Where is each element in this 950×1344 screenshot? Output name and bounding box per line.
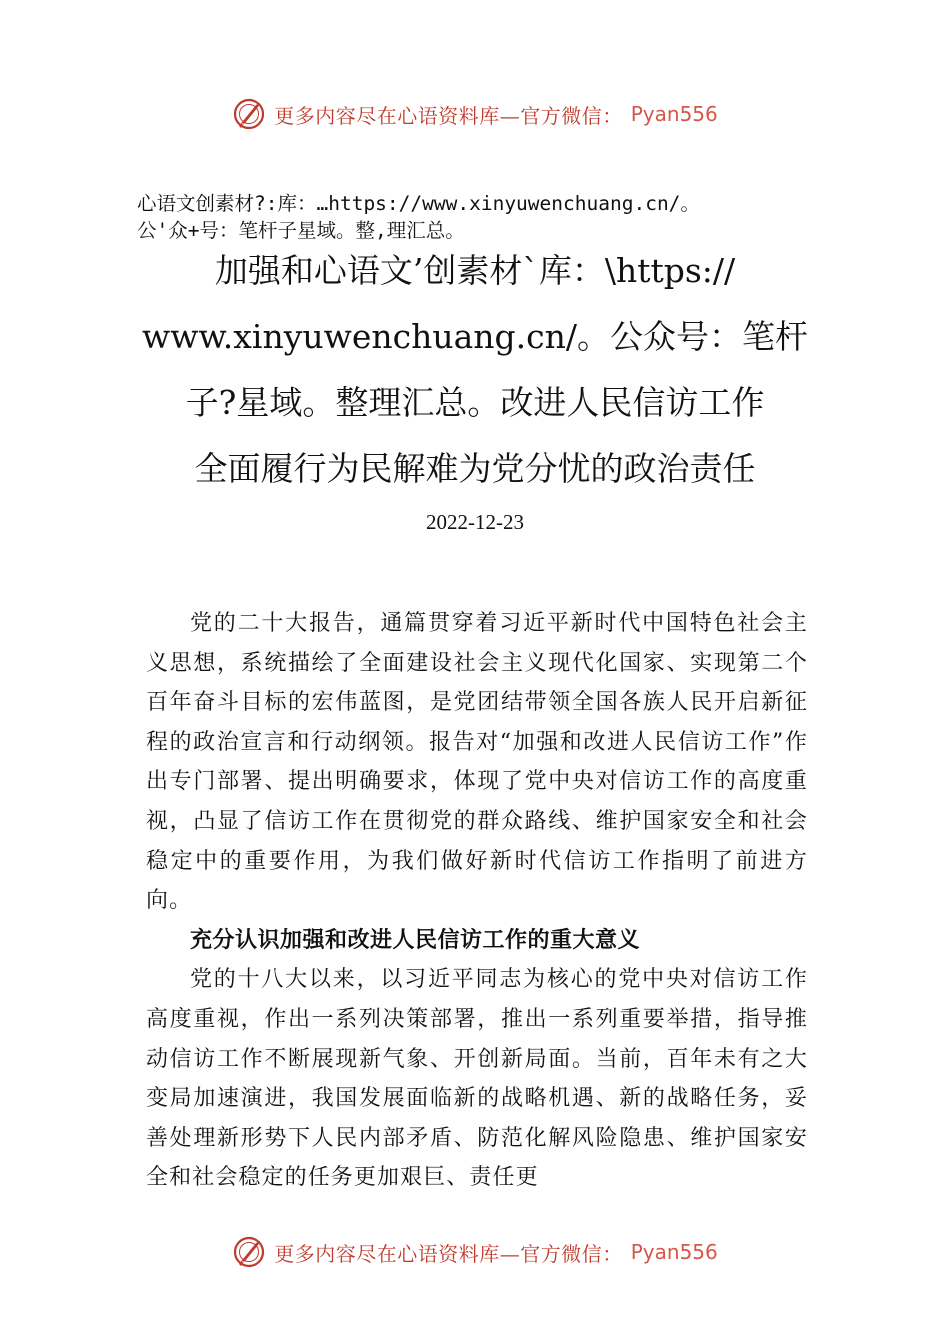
source-line: 公'众+号：笔杆子星域。整,理汇总。 — [137, 219, 465, 242]
source-line: 心语文创素材?:库：…https://www.xinyuwenchuang.cn/。 — [137, 192, 700, 215]
banner-wechat-id: Pyan556 — [630, 1240, 718, 1264]
banner-slogan: 更多内容尽在心语资料库—官方微信： — [274, 103, 623, 128]
banner-wechat-id: Pyan556 — [630, 102, 718, 126]
body-paragraph: 党的二十大报告，通篇贯穿着习近平新时代中国特色社会主义思想，系统描绘了全面建设社会主义现代化国家、实现第二个百年奋斗目标的宏伟蓝图，是党团结带领全国各族人民开启新征程的政治宣言和行动纲领。报告对“加强和改进人民信访工作”作出专门部署、提出明确要求，体现了党中央对信访工作的高度重视，凸显了信访工作在贯彻党的群众路线、维护国家安全和社会稳定中的重要作用，为我们做好新时代信访工作指明了前进方向。 — [146, 611, 808, 914]
quill-seal-icon — [232, 1235, 266, 1269]
quill-seal-icon — [232, 97, 266, 131]
document-title — [100, 238, 850, 502]
section-heading: 充分认识加强和改进人民信访工作的重大意义 — [190, 927, 641, 953]
footer-banner — [0, 1232, 950, 1272]
banner-slogan: 更多内容尽在心语资料库—官方微信： — [274, 1241, 623, 1266]
title-line: 加强和心语文’创素材`库：\https:// — [214, 251, 736, 290]
body-paragraph: 党的十八大以来，以习近平同志为核心的党中央对信访工作高度重视，作出一系列决策部署，推出一系列重要举措，指导推动信访工作不断展现新气象、开创新局面。当前，百年未有之大变局加速演进，我国发展面临新的战略机遇、新的战略任务，妥善处理新形势下人民内部矛盾、防范化解风险隐患、维护国家安全和社会稳定的任务更加艰巨、责任更 — [146, 967, 808, 1191]
publish-date: 2022-12-23 — [426, 510, 524, 534]
document-body — [146, 604, 808, 1198]
source-lines — [137, 190, 857, 244]
title-line: 子?星域。整理汇总。改进人民信访工作 — [185, 383, 765, 422]
title-line: www.xinyuwenchuang.cn/。公众号：笔杆 — [141, 317, 809, 356]
header-banner — [0, 94, 950, 134]
title-line: 全面履行为民解难为党分忧的政治责任 — [194, 449, 756, 488]
